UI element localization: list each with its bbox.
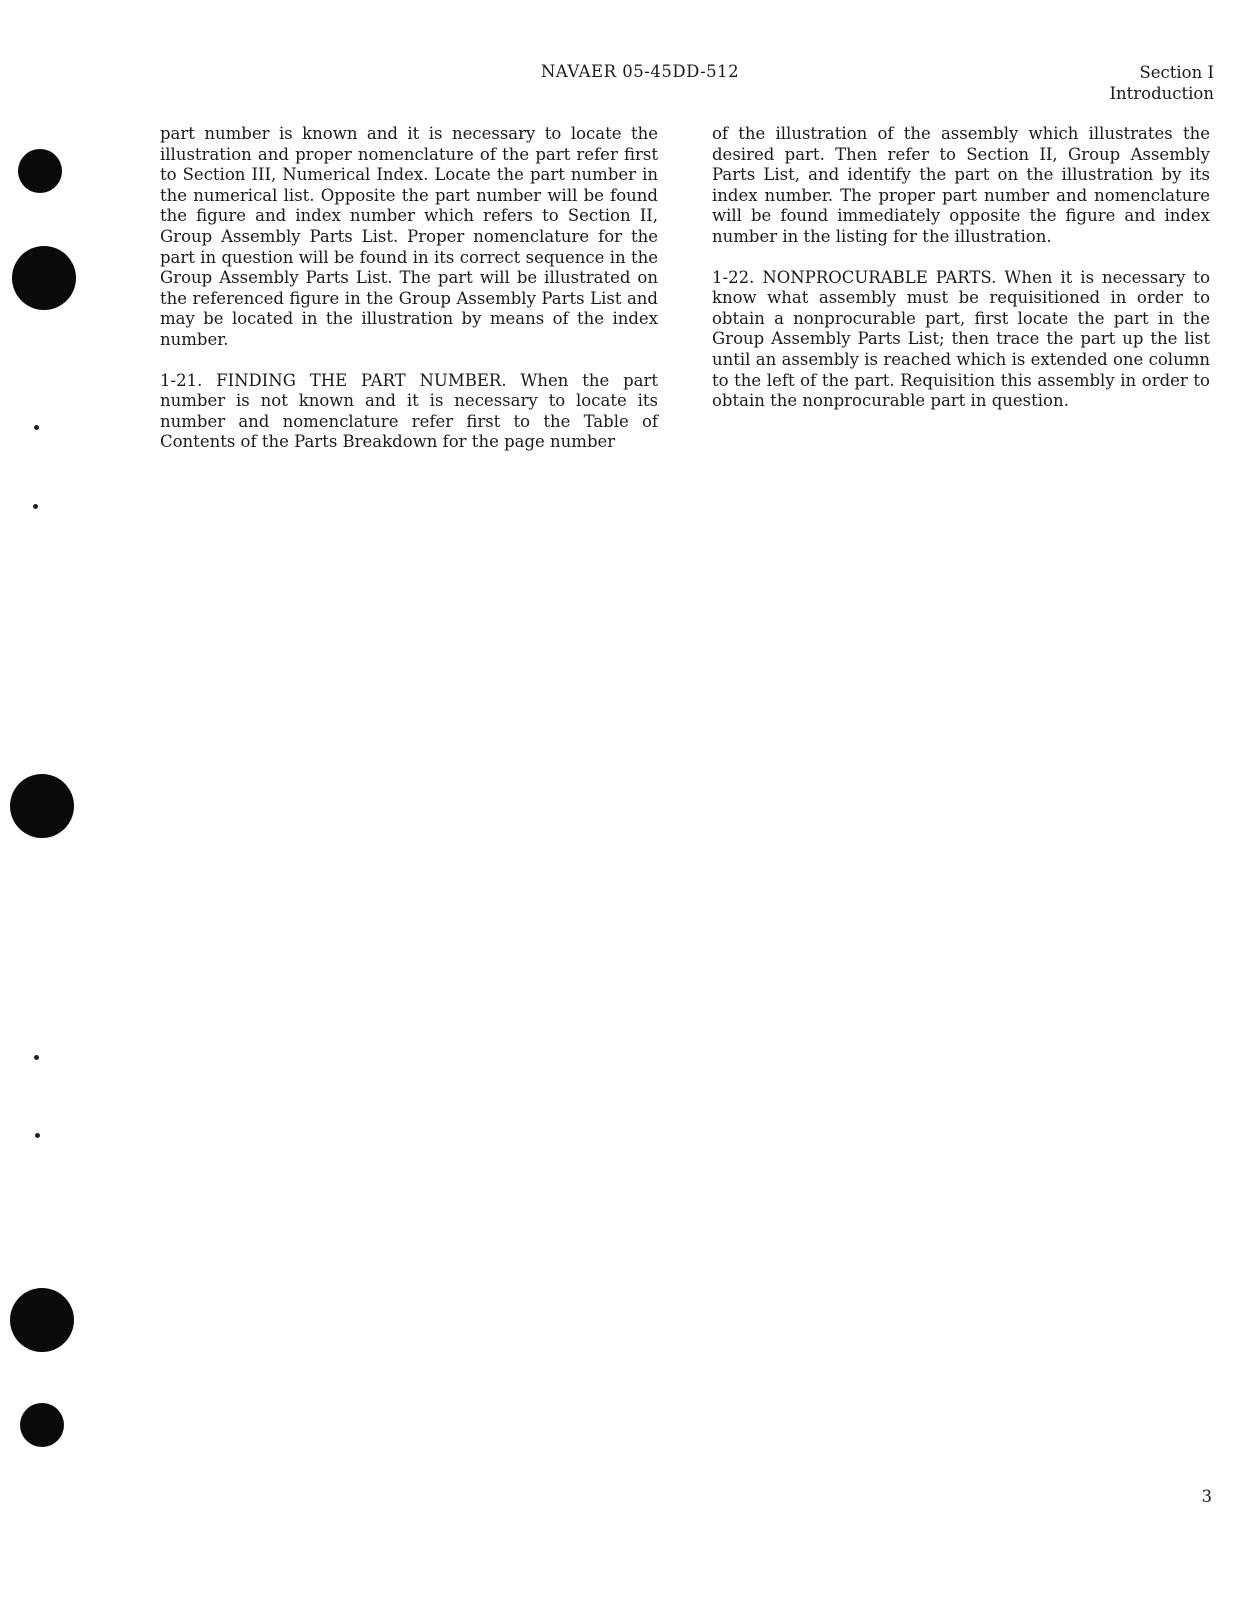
punch-hole-1 bbox=[18, 149, 62, 193]
paragraph-illustration-continued: of the illustration of the assembly which illustrates the desired part. Then refer to Section II, Group Assembly Parts List, and identify the part on the illustration by its index number. The proper part number and nomenclature will be found immediately opposite the figure and index number in the listing for the illustration. bbox=[712, 124, 1210, 246]
page-number: 3 bbox=[1201, 1487, 1212, 1506]
scan-speck bbox=[35, 1133, 40, 1138]
scan-speck bbox=[34, 425, 39, 430]
scan-speck bbox=[33, 504, 38, 509]
punch-hole-4 bbox=[10, 1288, 74, 1352]
document-number: NAVAER 05-45DD-512 bbox=[540, 62, 740, 81]
punch-hole-5 bbox=[20, 1403, 64, 1447]
paragraph-1-21-finding-part-number: 1-21. FINDING THE PART NUMBER. When the part number is not known and it is necessary to locate its number and nomenclature refer first to the Table of Contents of the Parts Breakdown for the page number bbox=[160, 370, 658, 452]
punch-hole-2 bbox=[12, 246, 76, 310]
left-column bbox=[160, 124, 658, 473]
section-label: Section I bbox=[1139, 63, 1214, 82]
paragraph-1-22-nonprocurable-parts: 1-22. NONPROCURABLE PARTS. When it is necessary to know what assembly must be requisitioned in order to obtain a nonprocurable part, first locate the part in the Group Assembly Parts List; then trace the part up the list until an assembly is reached which is extended one column to the left of the part. Requisition this assembly in order to obtain the nonprocurable part in question. bbox=[712, 267, 1210, 411]
section-title: Introduction bbox=[1109, 84, 1214, 103]
punch-hole-3 bbox=[10, 774, 74, 838]
scan-speck bbox=[34, 1055, 39, 1060]
section-heading bbox=[1110, 62, 1215, 104]
right-column bbox=[712, 124, 1210, 432]
paragraph-part-number-known: part number is known and it is necessary to locate the illustration and proper nomenclature of the part refer first to Section III, Numerical Index. Locate the part number in the numerical list. Opposite the part number will be found the figure and index number which refers to Section II, Group Assembly Parts List. Proper nomenclature for the part in question will be found in its correct sequence in the Group Assembly Parts List. The part will be illustrated on the referenced figure in the Group Assembly Parts List and may be located in the illustration by means of the index number. bbox=[160, 124, 658, 349]
